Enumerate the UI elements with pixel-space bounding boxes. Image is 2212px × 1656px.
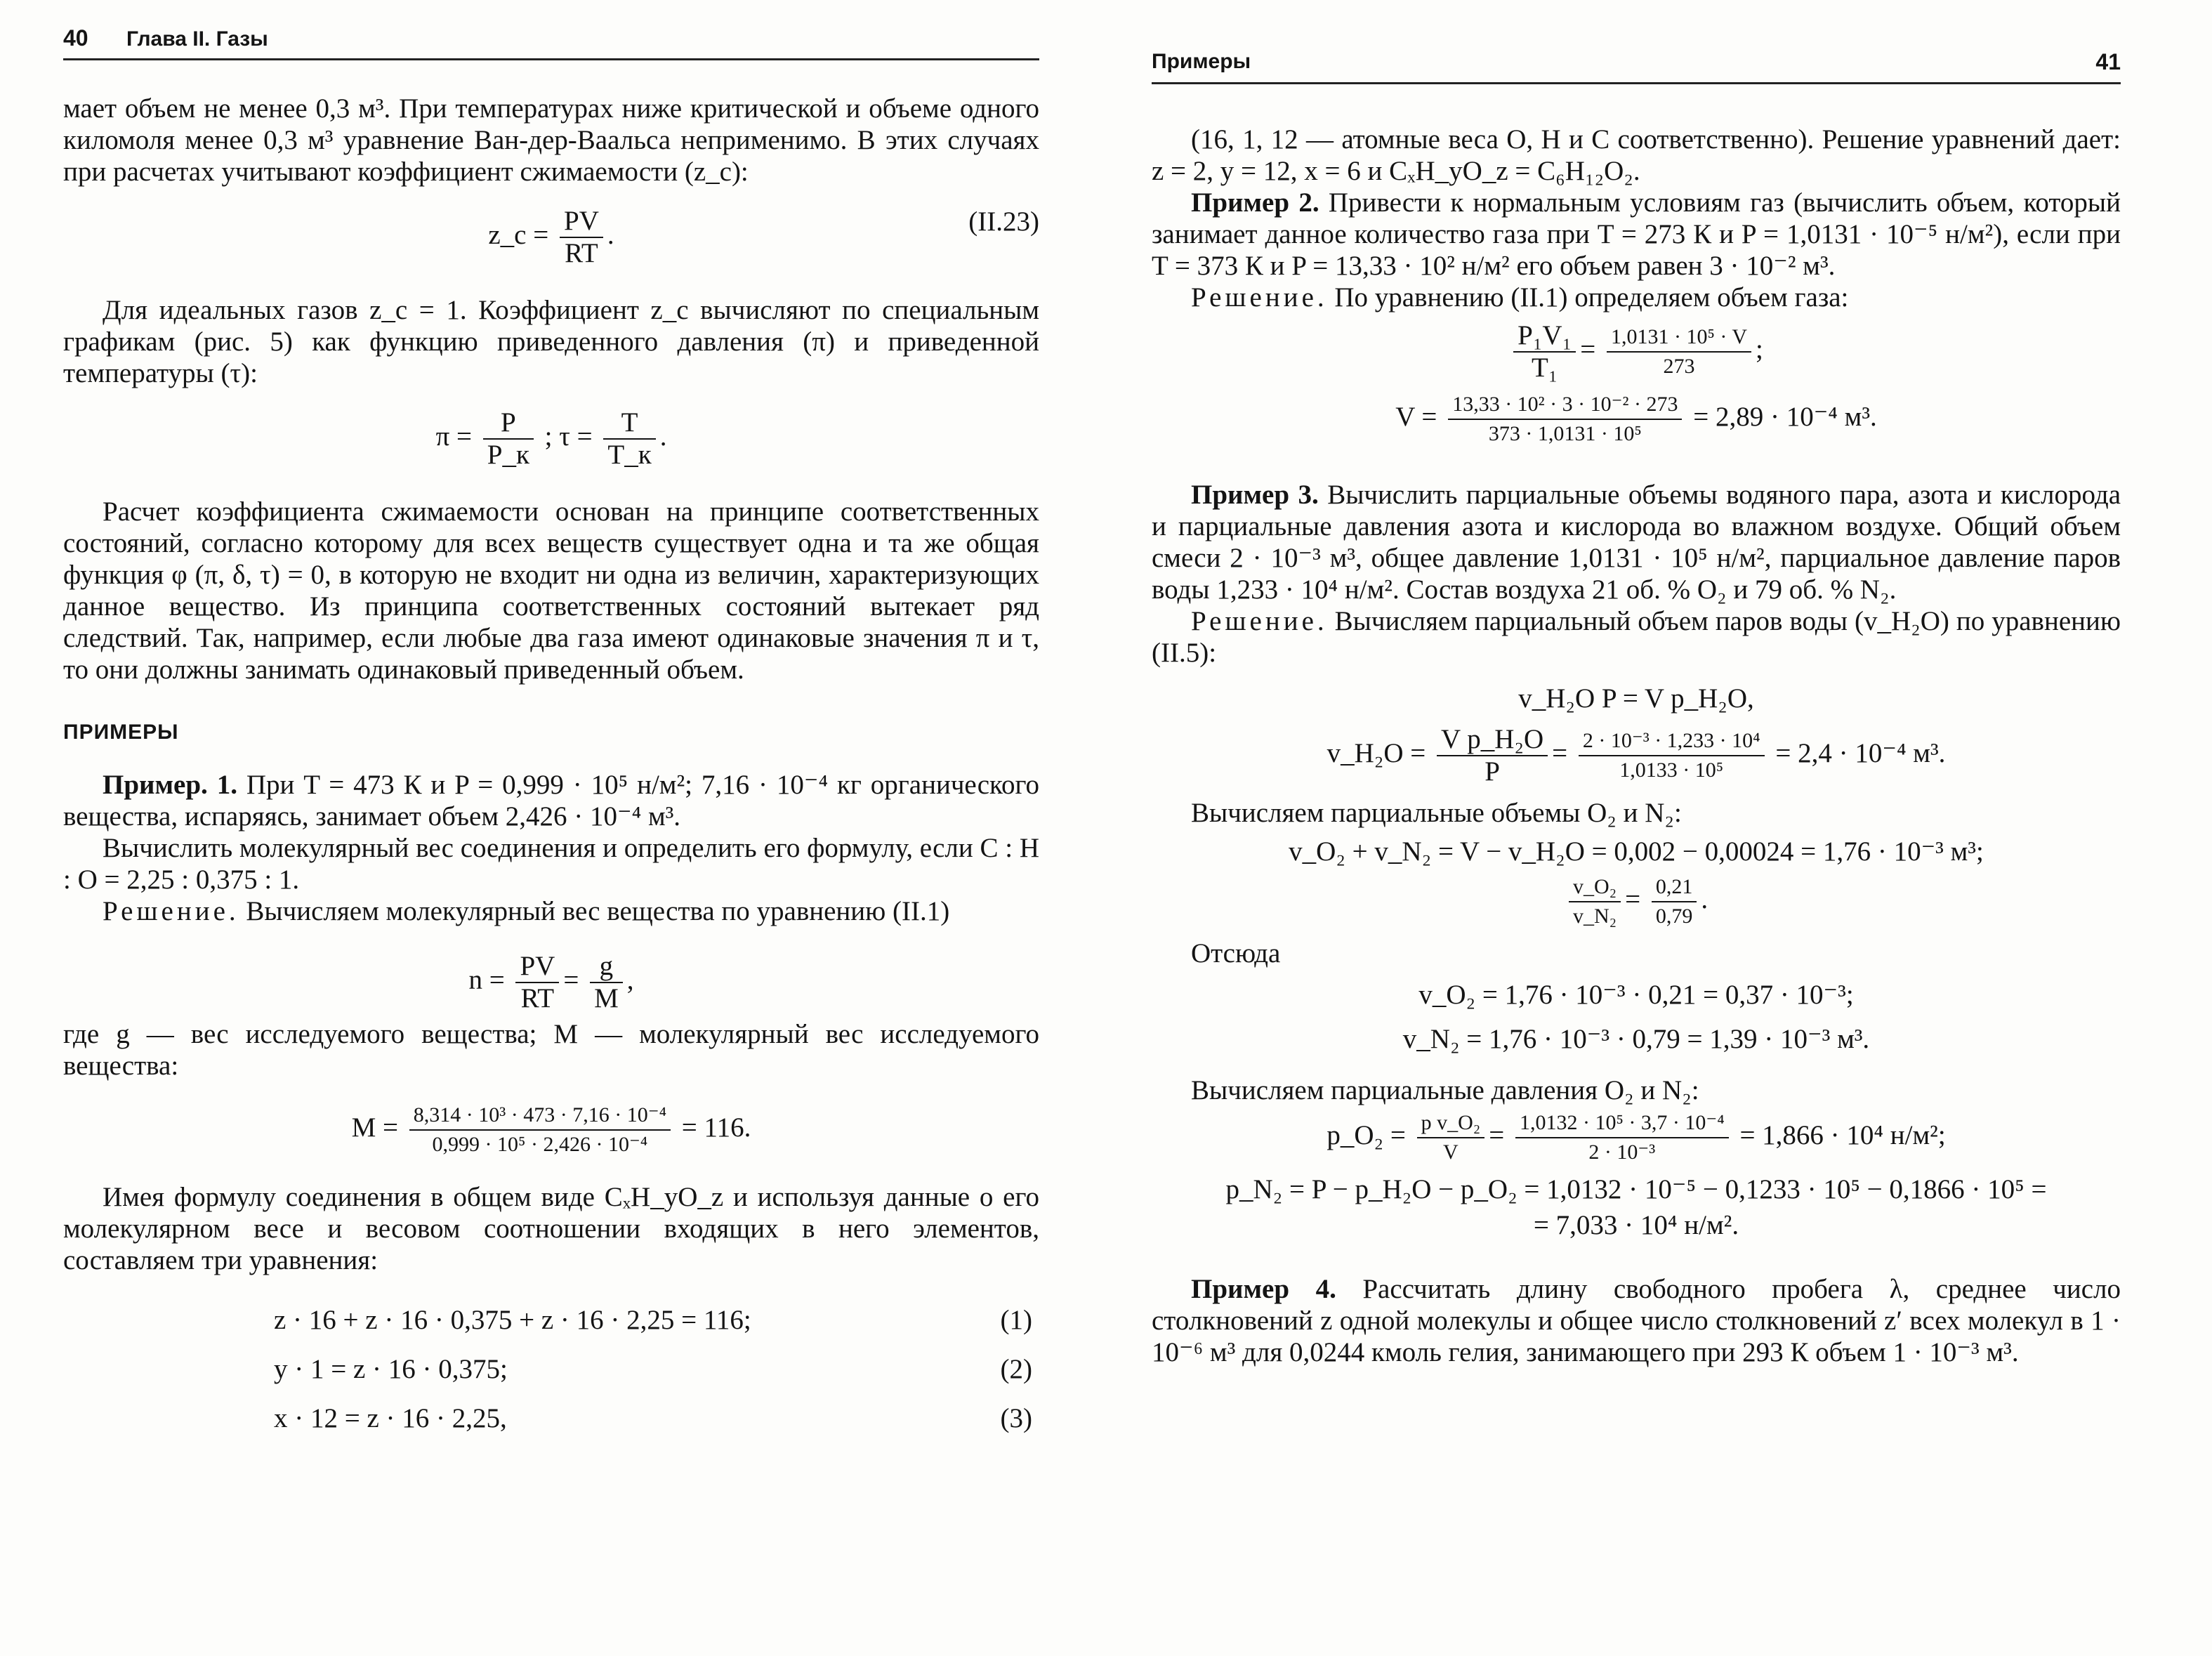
formula-text: n = xyxy=(468,964,505,995)
numerator: 1,0131 · 10⁵ · V xyxy=(1607,323,1751,353)
left-page-header xyxy=(63,18,1039,58)
denominator: 2 · 10⁻³ xyxy=(1588,1141,1656,1164)
formula-text: = 116. xyxy=(681,1112,751,1143)
numerator: g xyxy=(590,951,623,983)
numerator: 1,0132 · 10⁵ · 3,7 · 10⁻⁴ xyxy=(1515,1109,1729,1138)
numerator: 0,21 xyxy=(1652,873,1697,902)
denominator: P_к xyxy=(487,440,529,470)
fraction xyxy=(1607,323,1751,381)
fraction xyxy=(1448,390,1682,448)
formula-f9: p_O₂ = $\frac{\text{p v\_O₂}}{V}$ = $\frac{\text{1,0132 · 10⁵ · 3,7 · 10⁻⁴}}{\text{2 · 10⁻³}}$ = 1,866 · 10⁴ н/м²; xyxy=(1152,1106,2121,1174)
equation-tag: (II.23) xyxy=(968,206,1039,237)
denominator: 373 · 1,0131 · 10⁵ xyxy=(1488,422,1642,445)
formula-pi-tau: π = $\frac{P}{P\_к}$ ; τ = $\frac{T}{T\_к}$ . xyxy=(435,407,667,470)
fraction xyxy=(1515,1109,1729,1167)
numerator: p v_O₂ xyxy=(1417,1109,1485,1138)
formula-f6: $\frac{\text{v\_O₂}}{\text{v\_N₂}}$ = $\frac{0,21}{0,79}$ . xyxy=(1152,867,2121,938)
fraction xyxy=(515,951,559,1014)
numerator: PV xyxy=(515,951,559,983)
formula-f3: v_H₂O P = V p_H₂O, xyxy=(1518,683,1754,714)
formula-f5: v_O₂ + v_N₂ = V − v_H₂O = 0,002 − 0,00024 = 1,76 · 10⁻³ м³; xyxy=(1289,836,1984,867)
solution-text: Вычисляем молекулярный вес вещества по уравнению (II.1) xyxy=(246,896,950,926)
formula-m xyxy=(63,1082,1039,1171)
formula-text: x · 12 = z · 16 · 2,25, xyxy=(274,1403,507,1433)
paragraph: Вычислить молекулярный вес соединения и определить его формулу, если C : H : O = 2,25 : 0,375 : 1. xyxy=(63,833,1039,895)
denominator: 273 xyxy=(1663,355,1695,378)
right-page-body xyxy=(1152,124,2121,1368)
paragraph: (16, 1, 12 — атомные веса O, H и C соответственно). Решение уравнений дает: z = 2, y = 12, x = 6 и CₓH_yO_z = C₆H₁₂O₂. xyxy=(1152,124,2121,186)
header-rule xyxy=(1152,82,2121,84)
right-page-header xyxy=(1152,42,2121,81)
denominator: RT xyxy=(565,238,598,268)
solution-text: Вычисляем парциальный объем паров воды (v_H₂O) по уравнению (II.5): xyxy=(1152,606,2121,668)
paragraph: Вычисляем парциальные объемы O₂ и N₂: xyxy=(1191,798,1682,828)
numerator: V p_H₂O xyxy=(1437,724,1548,756)
fraction xyxy=(1513,320,1576,383)
chapter-title: Глава II. Газы xyxy=(126,27,268,51)
paragraph: Имея формулу соединения в общем виде CₓH_yO_z и используя данные о его молекулярном весе и весовом соотношении входящих в него элементов, составляем три уравнения: xyxy=(63,1182,1039,1275)
formula-text: V = xyxy=(1395,401,1437,432)
example-1 xyxy=(63,769,1039,832)
left-page-body xyxy=(63,93,1039,1443)
paragraph: мает объем не менее 0,3 м³. При температурах ниже критической и объеме одного киломоля менее 0,3 м³ уравнение Ван-дер-Ваальса неприменимо. В этих случаях при расчетах учитывают коэффициент сжимаемости (z_c): xyxy=(63,93,1039,187)
paragraph: Вычисляем парциальные давления O₂ и N₂: xyxy=(1191,1075,1699,1105)
numerator: P xyxy=(483,407,534,440)
solution-2 xyxy=(1152,282,2121,313)
example-label: Пример. 1. xyxy=(103,770,237,800)
section-title: ПРИМЕРЫ xyxy=(63,721,179,744)
fraction xyxy=(603,407,655,471)
fraction xyxy=(590,951,623,1014)
denominator: T₁ xyxy=(1531,353,1558,383)
example-4 xyxy=(1152,1273,2121,1368)
example-text: Вычислить парциальные объемы водяного пара, азота и кислорода и парциальные давления азота и кислорода во влажном воздухе. Общий объем смеси 2 · 10⁻³ м³, общее давление 1,0131 · 10⁵ н/м², парциальное давление паров воды 1,233 · 10⁴ н/м². Состав воздуха 21 об. % O₂ и 79 об. % N₂. xyxy=(1152,480,2121,605)
denominator: T_к xyxy=(607,440,652,470)
solution-label: Решение. xyxy=(1191,606,1328,636)
formula-text: z_c = xyxy=(488,219,549,250)
equation-2 xyxy=(63,1345,1039,1394)
paragraph: Расчет коэффициента сжимаемости основан на принципе соответственных состояний, согласно которому для всех веществ существует одна и та же общая функция φ (π, δ, τ) = 0, в которую не входит ни одна из величин, характеризующих данное вещество. Из принципа соответственных состояний вытекает ряд следствий. Так, например, если любые два газа имеют одинаковые значения π и τ, то они должны занимать одинаковый приведенный объем. xyxy=(63,497,1039,685)
equation-3 xyxy=(63,1394,1039,1443)
formula-zc: z_c = $\frac{PV}{RT}$ . (II.23) xyxy=(488,206,1039,268)
section-header: Примеры xyxy=(1152,50,1251,73)
formula-f7: v_O₂ = 1,76 · 10⁻³ · 0,21 = 0,37 · 10⁻³; xyxy=(1418,980,1854,1010)
solution-text: По уравнению (II.1) определяем объем газа: xyxy=(1334,282,1849,313)
fraction xyxy=(483,407,534,471)
solution-label: Решение. xyxy=(1191,282,1328,313)
formula-f1: $\frac{\text{P₁V₁}}{\text{T₁}}$ = $\frac{\text{1,0131 · 10⁵ · V}}{273}$ ; xyxy=(1152,313,2121,386)
header-rule xyxy=(63,58,1039,60)
denominator: 0,79 xyxy=(1655,905,1693,928)
fraction xyxy=(1417,1109,1485,1167)
formula-text: π = xyxy=(435,421,472,452)
example-text: Привести к нормальным условиям газ (вычислить объем, который занимает данное количество газа при T = 273 К и P = 1,0131 · 10⁻⁵ н/м²), если при T = 373 К и P = 13,33 · 10² н/м² его объем равен 3 · 10⁻² м³. xyxy=(1152,188,2121,281)
solution-label: Решение. xyxy=(103,896,239,926)
numerator: 13,33 · 10² · 3 · 10⁻² · 273 xyxy=(1448,390,1682,420)
example-text: Рассчитать длину свободного пробега λ, среднее число столкновений z одной молекулы и общее число столкновений z′ всех молекул в 1 · 10⁻⁶ м³ для 0,0244 кмоль гелия, занимающего при 293 К объем 1 · 10⁻³ м³. xyxy=(1152,1274,2121,1367)
numerator: P₁V₁ xyxy=(1513,320,1576,353)
paragraph: где g — вес исследуемого вещества; M — молекулярный вес исследуемого вещества: xyxy=(63,1019,1039,1081)
equation-tag: (1) xyxy=(1000,1305,1032,1335)
denominator: v_N₂ xyxy=(1572,905,1617,928)
numerator: T xyxy=(603,407,655,440)
denominator: RT xyxy=(520,983,555,1013)
formula-text: = 2,4 · 10⁻⁴ м³. xyxy=(1775,737,1946,768)
formula-text: M = xyxy=(351,1112,399,1143)
formula-text: z · 16 + z · 16 · 0,375 + z · 16 · 2,25 = 116; xyxy=(274,1305,751,1335)
formula-text: v_H₂O = xyxy=(1326,737,1426,768)
denominator: 1,0133 · 10⁵ xyxy=(1619,758,1724,782)
denominator: 0,999 · 10⁵ · 2,426 · 10⁻⁴ xyxy=(432,1133,648,1156)
numerator: v_O₂ xyxy=(1569,873,1621,902)
formula-f2 xyxy=(1152,386,2121,459)
example-label: Пример 4. xyxy=(1191,1274,1336,1304)
formula-f8: v_N₂ = 1,76 · 10⁻³ · 0,79 = 1,39 · 10⁻³ м³. xyxy=(1402,1024,1870,1054)
right-page xyxy=(1152,0,2121,1656)
fraction xyxy=(1579,727,1765,784)
formula-text: = 2,89 · 10⁻⁴ м³. xyxy=(1693,401,1877,432)
denominator: M xyxy=(594,983,619,1013)
equation-tag: (2) xyxy=(1000,1354,1032,1384)
fraction xyxy=(1437,724,1548,787)
fraction xyxy=(560,206,603,269)
paragraph: Отсюда xyxy=(1191,938,1281,968)
formula-text: ; τ = xyxy=(544,421,593,452)
denominator: V xyxy=(1443,1141,1459,1164)
example-3 xyxy=(1152,479,2121,605)
paragraph: Для идеальных газов z_c = 1. Коэффициент z_c вычисляют по специальным графикам (рис. 5) как функцию приведенного давления (π) и приведенной температуры (τ): xyxy=(63,295,1039,388)
formula-f4: v_H₂O = $\frac{\text{V p\_H₂O}}{P}$ = $\frac{\text{2 · 10⁻³ · 1,233 · 10⁴}}{\text{1,0133 · 10⁵}}$ = 2,4 · 10⁻⁴ м³. xyxy=(1326,724,1946,787)
left-page xyxy=(63,0,1039,1656)
formula-text: y · 1 = z · 16 · 0,375; xyxy=(274,1354,508,1384)
equation-tag: (3) xyxy=(1000,1403,1032,1433)
fraction xyxy=(1652,873,1697,931)
page-number: 40 xyxy=(63,25,88,51)
formula-text: p_O₂ = xyxy=(1326,1119,1406,1150)
numerator: 2 · 10⁻³ · 1,233 · 10⁴ xyxy=(1579,727,1765,756)
equation-1 xyxy=(63,1296,1039,1345)
solution-3 xyxy=(1152,605,2121,669)
page-number: 41 xyxy=(2095,49,2121,74)
example-label: Пример 3. xyxy=(1191,480,1319,510)
example-text: При T = 473 К и P = 0,999 · 10⁵ н/м²; 7,16 · 10⁻⁴ кг органического вещества, испаряясь, занимает объем 2,426 · 10⁻⁴ м³. xyxy=(63,770,1040,832)
solution-1 xyxy=(63,895,1039,927)
formula-f10: p_N₂ = P − p_H₂O − p_O₂ = 1,0132 · 10⁻⁵ − 0,1233 · 10⁵ − 0,1866 · 10⁵ = xyxy=(1225,1174,2047,1204)
fraction xyxy=(1569,873,1621,931)
formula-f11: = 7,033 · 10⁴ н/м². xyxy=(1533,1210,1739,1240)
formula-n: n = $\frac{PV}{RT}$ = $\frac{g}{M}$ , xyxy=(468,951,634,1013)
numerator: 8,314 · 10³ · 473 · 7,16 · 10⁻⁴ xyxy=(409,1101,671,1131)
fraction xyxy=(409,1101,671,1159)
denominator: P xyxy=(1484,756,1500,787)
example-label: Пример 2. xyxy=(1191,188,1319,218)
example-2 xyxy=(1152,187,2121,282)
formula-text: = 1,866 · 10⁴ н/м²; xyxy=(1739,1119,1946,1150)
numerator: PV xyxy=(560,206,603,238)
